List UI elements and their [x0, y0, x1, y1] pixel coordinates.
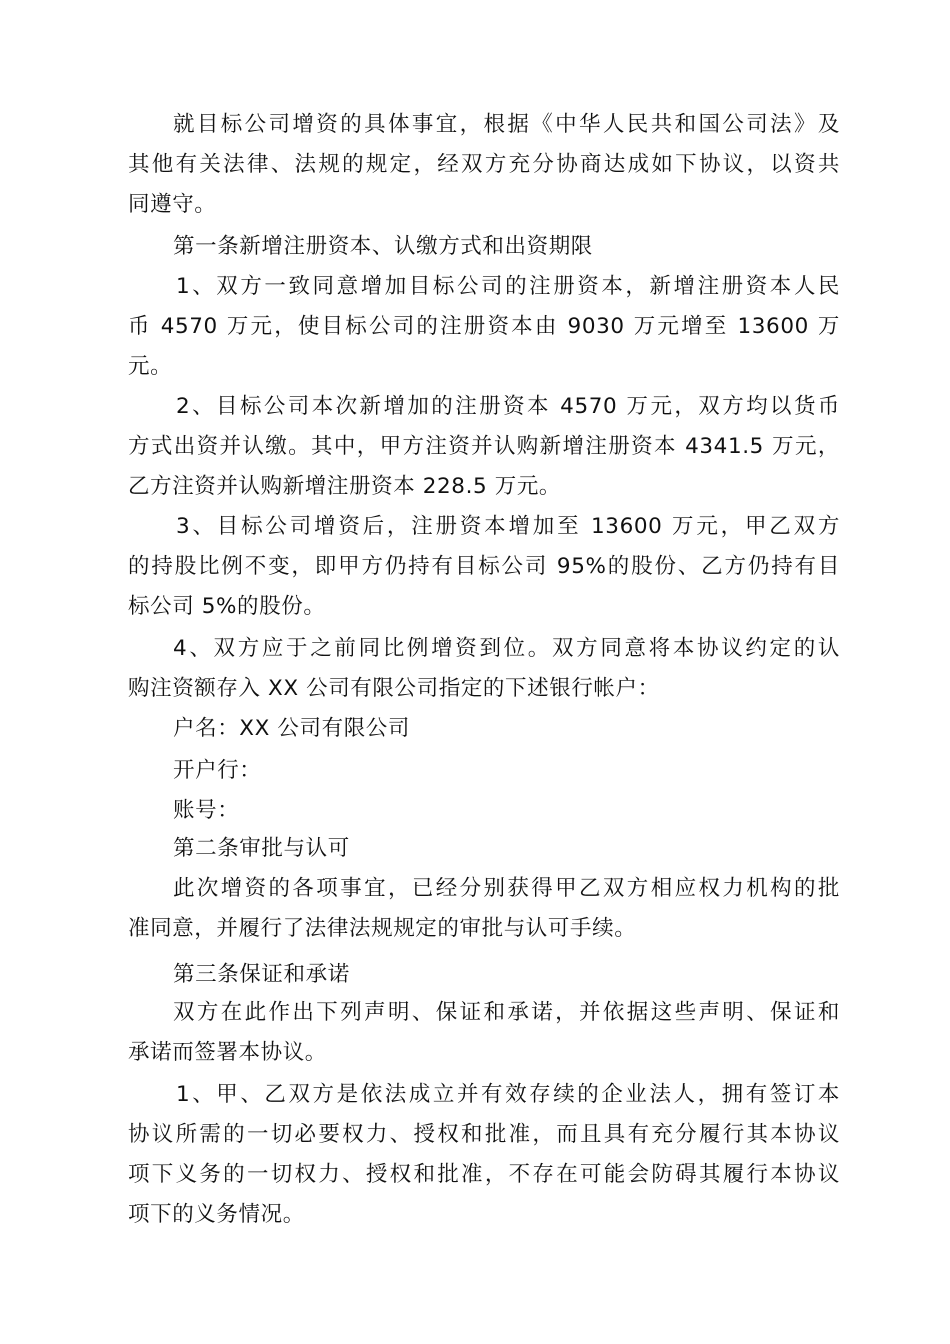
article-1-item-4-line-1: 4、双方应于之前同比例增资到位。双方同意将本协议约定的认: [173, 636, 840, 661]
account-bank-line: 开户行：: [173, 758, 262, 783]
article-1-item-2-line-3: 乙方注资并认购新增注册资本 228.5 万元。: [128, 474, 562, 499]
account-name-line: 户名：XX 公司有限公司: [173, 716, 410, 741]
article-3-item-1-line-1: 1、甲、乙双方是依法成立并有效存续的企业法人，拥有签订本: [176, 1082, 840, 1107]
article-1-item-3-line-2: 的持股比例不变，即甲方仍持有目标公司 95%的股份、乙方仍持有目: [128, 554, 840, 579]
paragraph-intro-line-1: 就目标公司增资的具体事宜，根据《中华人民共和国公司法》及: [173, 112, 840, 137]
article-3-heading: 第三条保证和承诺: [173, 962, 350, 987]
article-3-item-1-line-3: 项下义务的一切权力、授权和批准，不存在可能会防碍其履行本协议: [128, 1162, 840, 1187]
article-1-item-3-line-1: 3、目标公司增资后，注册资本增加至 13600 万元，甲乙双方: [176, 514, 840, 539]
article-2-heading: 第二条审批与认可: [173, 836, 350, 861]
article-1-item-4-line-2: 购注资额存入 XX 公司有限公司指定的下述银行帐户：: [128, 676, 660, 701]
article-3-item-1-line-2: 协议所需的一切必要权力、授权和批准，而且具有充分履行其本协议: [128, 1122, 840, 1147]
article-3-intro-line-2: 承诺而签署本协议。: [128, 1040, 327, 1065]
article-2-line-2: 准同意，并履行了法律法规规定的审批与认可手续。: [128, 916, 637, 941]
article-3-intro-line-1: 双方在此作出下列声明、保证和承诺，并依据这些声明、保证和: [173, 1000, 840, 1025]
article-1-item-1-line-3: 元。: [128, 354, 173, 379]
article-1-item-1-line-1: 1、双方一致同意增加目标公司的注册资本，新增注册资本人民: [176, 274, 840, 299]
article-1-item-1-line-2: 币 4570 万元，使目标公司的注册资本由 9030 万元增至 13600 万: [128, 314, 840, 339]
article-3-item-1-line-4: 项下的义务情况。: [128, 1202, 305, 1227]
article-1-heading: 第一条新增注册资本、认缴方式和出资期限: [173, 234, 593, 259]
article-1-item-3-line-3: 标公司 5%的股份。: [128, 594, 326, 619]
paragraph-intro-line-2: 其他有关法律、法规的规定，经双方充分协商达成如下协议，以资共: [128, 152, 840, 177]
article-1-item-2-line-2: 方式出资并认缴。其中，甲方注资并认购新增注册资本 4341.5 万元，: [128, 434, 840, 459]
article-2-line-1: 此次增资的各项事宜，已经分别获得甲乙双方相应权力机构的批: [173, 876, 840, 901]
account-number-line: 账号：: [173, 798, 240, 823]
paragraph-intro-line-3: 同遵守。: [128, 192, 217, 217]
article-1-item-2-line-1: 2、目标公司本次新增加的注册资本 4570 万元，双方均以货币: [176, 394, 840, 419]
